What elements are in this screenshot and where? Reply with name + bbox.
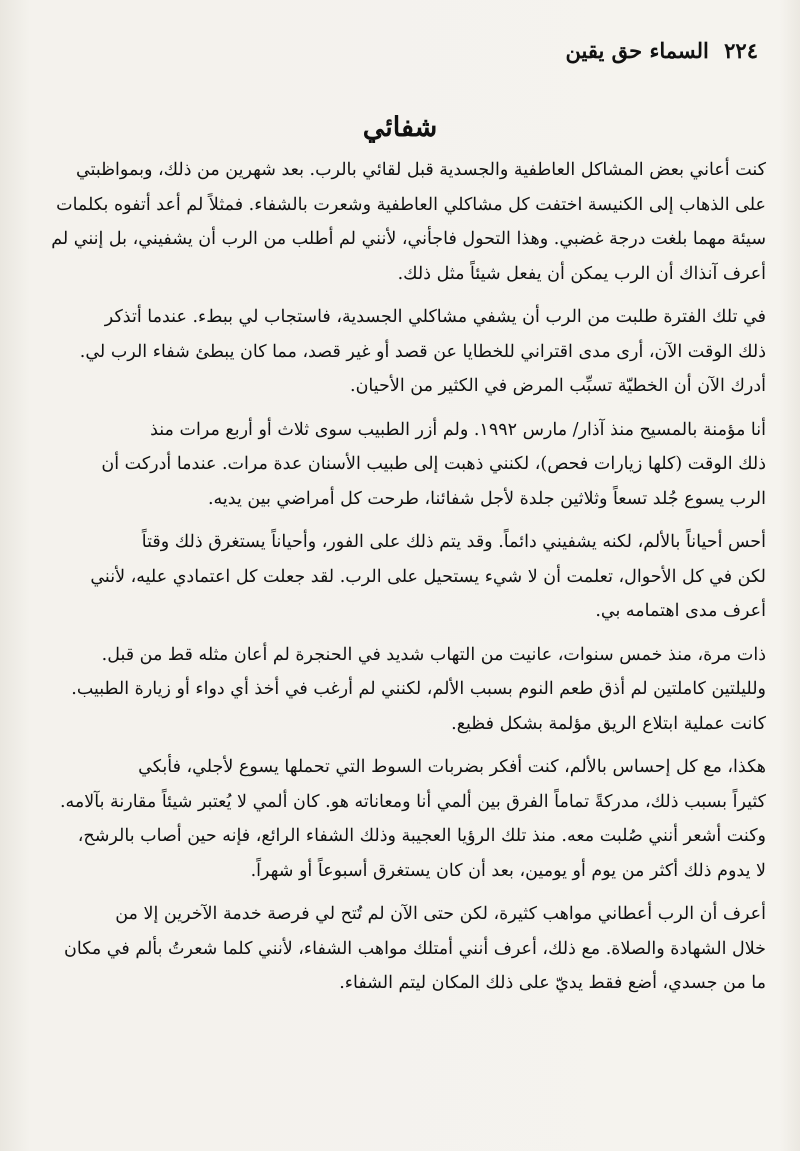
text-line: أعرف آنذاك أن الرب يمكن أن يفعل شيئاً مثل ذلك. [397, 263, 766, 284]
paragraph [36, 525, 766, 629]
text-line: هكذا، مع كل إحساس بالألم، كنت أفكر بضربات السوط التي تحملها يسوع لأجلي، فأبكي [138, 757, 766, 777]
text-line: كثيراً بسبب ذلك، مدركةً تماماً الفرق بين ألمي أنا ومعاناته هو. كان ألمي لا يُعتبر شيئاً مقارنة بآلامه. [59, 791, 766, 812]
text-line: في تلك الفترة طلبت من الرب أن يشفي مشاكلي الجسدية، فاستجاب لي ببطء. عندما أتذكر [104, 307, 766, 327]
text-line: أعرف مدى اهتمامه بي. [595, 601, 766, 621]
running-header [566, 38, 758, 63]
text-line: وكنت أشعر أنني صُلبت معه. منذ تلك الرؤيا العجيبة وذلك الشفاء الرائع، فإنه حين أصاب بالرشح، [77, 826, 766, 846]
page-number: ٢٢٤ [724, 38, 758, 63]
text-line: لا يدوم ذلك أكثر من يوم أو يومين، بعد أن كان يستغرق أسبوعاً أو شهراً. [250, 860, 766, 881]
paragraph [36, 750, 766, 888]
text-line: أعرف أن الرب أعطاني مواهب كثيرة، لكن حتى الآن لم تُتح لي فرصة خدمة الآخرين إلا من [115, 904, 766, 924]
paragraph [36, 413, 766, 517]
text-line: ذلك الوقت (كلها زيارات فحص)، لكنني ذهبت إلى طبيب الأسنان عدة مرات. عندما أدركت أن [101, 454, 766, 474]
text-line: لكن في كل الأحوال، تعلمت أن لا شيء يستحيل على الرب. لقد جعلت كل اعتمادي عليه، لأنني [90, 566, 766, 587]
text-line: كنت أعاني بعض المشاكل العاطفية والجسدية قبل لقائي بالرب. بعد شهرين من ذلك، وبمواظبتي [75, 160, 766, 180]
paragraph [36, 153, 766, 291]
text-line: ذات مرة، منذ خمس سنوات، عانيت من التهاب شديد في الحنجرة لم أعان مثله قط من قبل. [101, 644, 766, 665]
text-line: أدرك الآن أن الخطيّة تسبِّب المرض في الكثير من الأحيان. [350, 376, 766, 396]
text-line: خلال الشهادة والصلاة. مع ذلك، أعرف أنني أمتلك مواهب الشفاء، لأنني كلما شعرتُ بألم في مكان [64, 938, 766, 959]
text-line: أحس أحياناً بالألم، لكنه يشفيني دائماً. وقد يتم ذلك على الفور، وأحياناً يستغرق ذلك وقتاً [141, 532, 766, 552]
paragraph [36, 300, 766, 404]
paragraph [36, 638, 766, 742]
text-line: سيئة مهما بلغت درجة غضبي. وهذا التحول فاجأني، لأنني لم أطلب من الرب أن يشفيني، بل إنني لم [51, 229, 766, 249]
text-line: ولليلتين كاملتين لم أذق طعم النوم بسبب الألم، لكنني لم أرغب في أخذ أي دواء أو زيارة الطبيب. [71, 679, 766, 699]
text-line: ما من جسدي، أضع فقط يديّ على ذلك المكان ليتم الشفاء. [339, 973, 766, 993]
book-title: السماء حق يقين [565, 38, 709, 63]
chapter-title: شفائي [362, 112, 438, 143]
text-line: أنا مؤمنة بالمسيح منذ آذار/ مارس ١٩٩٢. ولم أزر الطبيب سوى ثلاث أو أربع مرات منذ [150, 419, 766, 440]
text-line: ذلك الوقت الآن، أرى مدى اقتراني للخطايا عن قصد أو غير قصد، مما كان يبطئ شفاء الرب لي. [79, 341, 766, 362]
body-text [36, 153, 766, 1010]
text-line: الرب يسوع جُلد تسعاً وثلاثين جلدة لأجل شفائنا، طرحت كل أمراضي بين يديه. [207, 488, 766, 509]
paragraph [36, 897, 766, 1001]
text-line: كانت عملية ابتلاع الريق مؤلمة بشكل فظيع. [451, 713, 766, 734]
text-line: على الذهاب إلى الكنيسة اختفت كل مشاكلي العاطفية وشعرت بالشفاء. فمثلاً لم أعد أتفوه بكلمات [56, 194, 766, 215]
